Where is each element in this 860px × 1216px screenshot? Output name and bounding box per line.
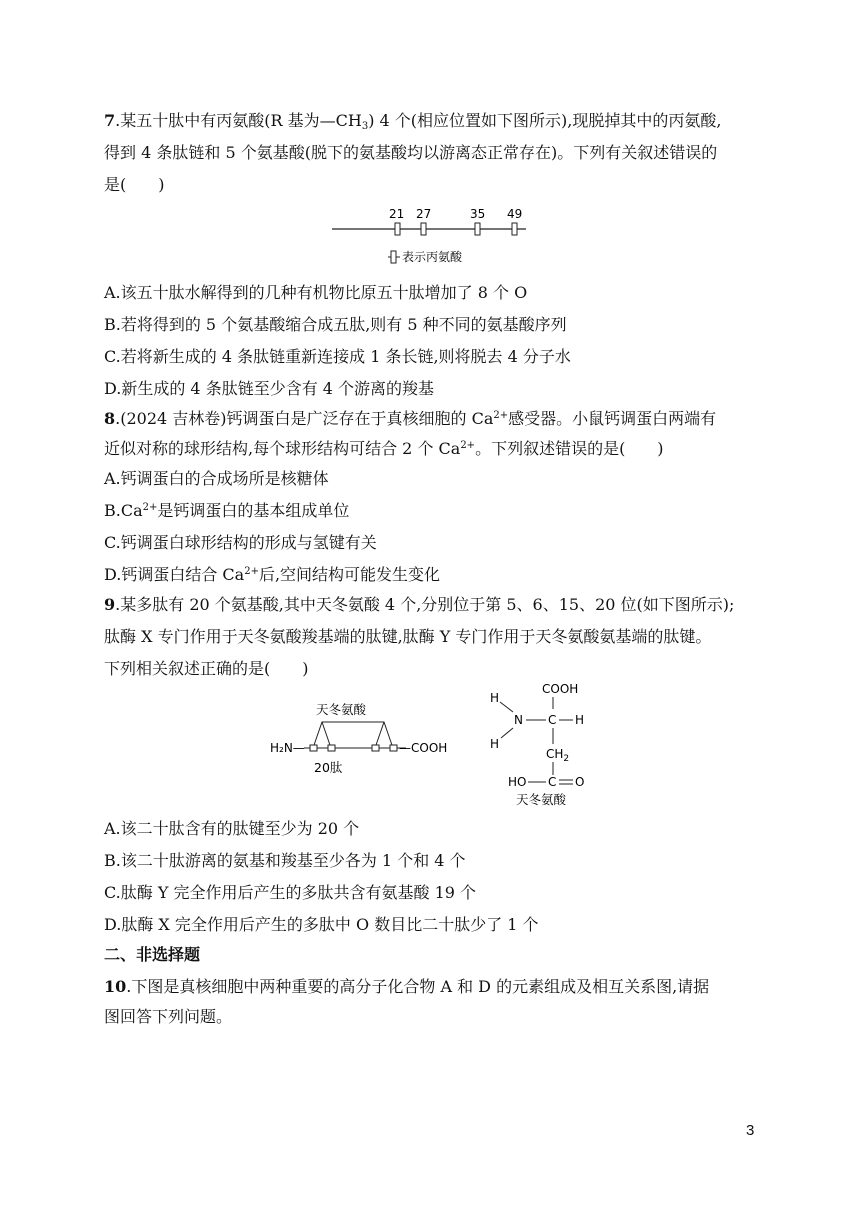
section-heading: 二、非选择题: [104, 945, 201, 964]
q7-line-3: 是( ): [104, 175, 165, 194]
q7-line-2: 得到 4 条肽链和 5 个氨基酸(脱下的氨基酸均以游离态正常存在)。下列有关叙述错误的: [104, 143, 718, 162]
q8-option-a: A.钙调蛋白的合成场所是核糖体: [104, 469, 329, 488]
carboxyl-carbon: C: [548, 775, 557, 789]
q8-option-d: D.钙调蛋白结合 $Ca^{2+}$后,空间结构可能发生变化: [104, 565, 441, 584]
q9-option-b: B.该二十肽游离的氨基和羧基至少各为 1 个和 4 个: [104, 851, 466, 870]
n-atom: N: [514, 713, 523, 727]
aspartic-acid-structure: [484, 676, 614, 810]
q9-option-a: A.该二十肽含有的肽键至少为 20 个: [104, 819, 360, 838]
q7-line-1: 7.某五十肽中有丙氨酸(R 基为$—CH_3$) 4 个(相应位置如下图所示),现脱掉其中的丙氨酸,: [104, 111, 722, 132]
ch2-group: $CH_2$: [546, 747, 570, 764]
q8-line-1: 8.(2024 吉林卷)钙调蛋白是广泛存在于真核细胞的 $Ca^{2+}$感受器。小鼠钙调蛋白两端有: [104, 409, 717, 428]
o-atom: O: [575, 775, 585, 789]
position-label: 35: [470, 207, 486, 221]
q8-line-2: 近似对称的球形结构,每个球形结构可结合 2 个 $Ca^{2+}$。下列叙述错误的是( ): [104, 439, 664, 458]
q8-number: 8: [104, 409, 116, 428]
q8-option-c: C.钙调蛋白球形结构的形成与氢键有关: [104, 533, 377, 552]
c-terminus: —COOH: [399, 741, 448, 755]
q9-line-1: 9.某多肽有 20 个氨基酸,其中天冬氨酸 4 个,分别位于第 5、6、15、20 位(如下图所示);: [104, 595, 735, 614]
q9-line-2: 肽酶 X 专门作用于天冬氨酸羧基端的肽键,肽酶 Y 专门作用于天冬氨酸氨基端的肽键。: [104, 627, 712, 646]
q8-option-b: $B.Ca^{2+}$是钙调蛋白的基本组成单位: [104, 501, 350, 520]
cooh-group: COOH: [542, 682, 579, 696]
q10-line-1: 10.下图是真核细胞中两种重要的高分子化合物 A 和 D 的元素组成及相互关系图,请据: [104, 977, 710, 996]
ho-group: HO: [508, 775, 527, 789]
page-number: 3: [746, 1122, 755, 1139]
position-label: 21: [389, 207, 405, 221]
position-label: 49: [507, 207, 523, 221]
structure-name: 天冬氨酸: [516, 792, 567, 807]
q7-number: 7: [104, 111, 116, 130]
q10-number: 10: [104, 977, 127, 996]
h-atom: H: [575, 713, 585, 727]
q7-option-d: D.新生成的 4 条肽链至少含有 4 个游离的羧基: [104, 379, 435, 398]
n-terminus: H₂N—: [270, 741, 305, 755]
aspartate-label: 天冬氨酸: [316, 702, 367, 717]
q9-line-3: 下列相关叙述正确的是( ): [104, 659, 309, 678]
alpha-carbon: C: [548, 713, 557, 727]
q9-number: 9: [104, 595, 116, 614]
q10-line-2: 图回答下列问题。: [104, 1007, 233, 1026]
h-atom: H: [490, 691, 500, 705]
q9-option-c: C.肽酶 Y 完全作用后产生的多肽共含有氨基酸 19 个: [104, 883, 477, 902]
position-label: 27: [416, 207, 432, 221]
q7-option-b: B.若将得到的 5 个氨基酸缩合成五肽,则有 5 种不同的氨基酸序列: [104, 315, 567, 334]
peptide-label: 20肽: [314, 760, 343, 775]
q7-alanine-position-figure: [330, 200, 540, 268]
q7-option-c: C.若将新生成的 4 条肽链重新连接成 1 条长链,则将脱去 4 分子水: [104, 347, 571, 366]
q9-peptide-figure: [268, 690, 458, 780]
q9-option-d: D.肽酶 X 完全作用后产生的多肽中 O 数目比二十肽少了 1 个: [104, 915, 539, 934]
h-atom: H: [490, 737, 500, 751]
figure-legend: 表示丙氨酸: [402, 250, 463, 264]
q7-option-a: A.该五十肽水解得到的几种有机物比原五十肽增加了 8 个 O: [104, 283, 528, 302]
